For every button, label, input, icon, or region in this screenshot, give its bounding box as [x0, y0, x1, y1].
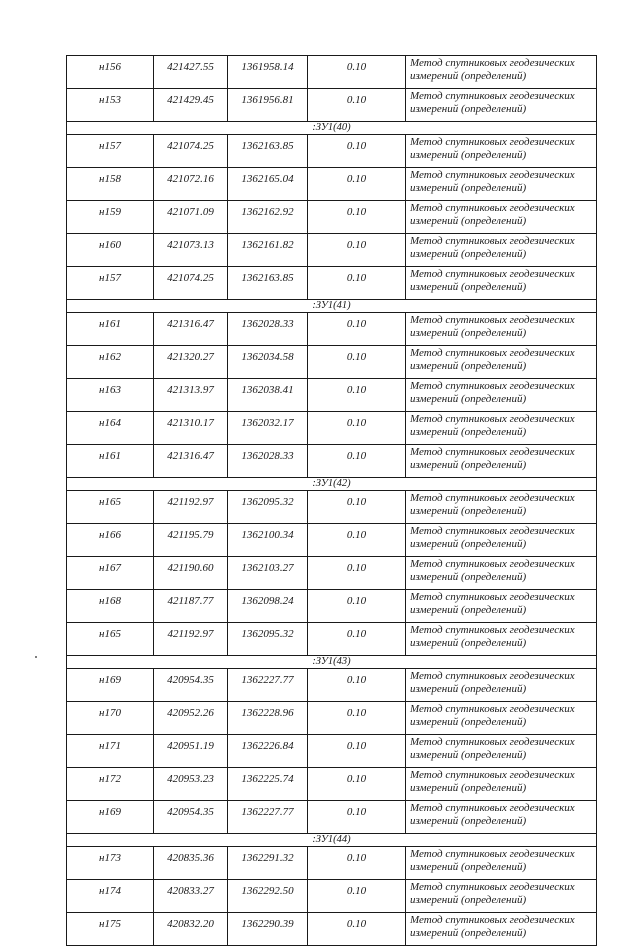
- method-line-1: Метод спутниковых геодезических: [410, 558, 575, 570]
- section-header-row: [67, 478, 597, 491]
- table-row: [67, 234, 597, 267]
- table-row: [67, 590, 597, 623]
- x-coordinate-cell: 421316.47: [154, 445, 228, 478]
- method-cell: [406, 913, 597, 946]
- y-coordinate-cell: 1362225.74: [228, 768, 308, 801]
- x-coordinate-cell: 421190.60: [154, 557, 228, 590]
- method-line-1: Метод спутниковых геодезических: [410, 670, 575, 682]
- precision-cell: 0.10: [308, 801, 406, 834]
- precision-cell: 0.10: [308, 702, 406, 735]
- method-line-2: измерений (определений): [410, 505, 527, 517]
- section-label: :ЗУ1(44): [67, 834, 597, 847]
- method-cell: [406, 590, 597, 623]
- section-label: :ЗУ1(42): [67, 478, 597, 491]
- y-coordinate-cell: 1362163.85: [228, 135, 308, 168]
- point-id-cell: н161: [67, 313, 154, 346]
- method-cell: [406, 168, 597, 201]
- x-coordinate-cell: 420835.36: [154, 847, 228, 880]
- method-line-1: Метод спутниковых геодезических: [410, 914, 575, 926]
- method-cell: [406, 313, 597, 346]
- table-row: [67, 913, 597, 946]
- table-row: [67, 201, 597, 234]
- precision-cell: 0.10: [308, 313, 406, 346]
- method-line-2: измерений (определений): [410, 894, 527, 906]
- method-line-2: измерений (определений): [410, 861, 527, 873]
- method-line-1: Метод спутниковых геодезических: [410, 703, 575, 715]
- method-line-2: измерений (определений): [410, 393, 527, 405]
- table-row: [67, 379, 597, 412]
- point-id-cell: н172: [67, 768, 154, 801]
- x-coordinate-cell: 421072.16: [154, 168, 228, 201]
- method-line-1: Метод спутниковых геодезических: [410, 169, 575, 181]
- x-coordinate-cell: 421310.17: [154, 412, 228, 445]
- y-coordinate-cell: 1362032.17: [228, 412, 308, 445]
- table-row: [67, 557, 597, 590]
- method-line-2: измерений (определений): [410, 248, 527, 260]
- method-line-1: Метод спутниковых геодезических: [410, 202, 575, 214]
- y-coordinate-cell: 1362290.39: [228, 913, 308, 946]
- point-id-cell: н159: [67, 201, 154, 234]
- x-coordinate-cell: 421320.27: [154, 346, 228, 379]
- table-row: [67, 623, 597, 656]
- x-coordinate-cell: 421071.09: [154, 201, 228, 234]
- table-row: [67, 491, 597, 524]
- x-coordinate-cell: 420832.20: [154, 913, 228, 946]
- y-coordinate-cell: 1362291.32: [228, 847, 308, 880]
- method-line-2: измерений (определений): [410, 927, 527, 939]
- method-line-2: измерений (определений): [410, 360, 527, 372]
- method-line-2: измерений (определений): [410, 749, 527, 761]
- method-line-1: Метод спутниковых геодезических: [410, 268, 575, 280]
- method-line-1: Метод спутниковых геодезических: [410, 848, 575, 860]
- method-line-2: измерений (определений): [410, 327, 527, 339]
- point-id-cell: н161: [67, 445, 154, 478]
- precision-cell: 0.10: [308, 491, 406, 524]
- method-cell: [406, 623, 597, 656]
- method-line-1: Метод спутниковых геодезических: [410, 136, 575, 148]
- method-cell: [406, 768, 597, 801]
- point-id-cell: н165: [67, 623, 154, 656]
- coordinates-table: [66, 55, 597, 946]
- precision-cell: 0.10: [308, 880, 406, 913]
- x-coordinate-cell: 421427.55: [154, 56, 228, 89]
- x-coordinate-cell: 421195.79: [154, 524, 228, 557]
- x-coordinate-cell: 421313.97: [154, 379, 228, 412]
- precision-cell: 0.10: [308, 267, 406, 300]
- y-coordinate-cell: 1361958.14: [228, 56, 308, 89]
- table-row: [67, 313, 597, 346]
- method-cell: [406, 267, 597, 300]
- stray-mark: [35, 656, 37, 658]
- precision-cell: 0.10: [308, 847, 406, 880]
- method-cell: [406, 445, 597, 478]
- x-coordinate-cell: 421192.97: [154, 623, 228, 656]
- section-label: :ЗУ1(40): [67, 122, 597, 135]
- point-id-cell: н175: [67, 913, 154, 946]
- precision-cell: 0.10: [308, 201, 406, 234]
- y-coordinate-cell: 1362028.33: [228, 313, 308, 346]
- section-header-row: [67, 834, 597, 847]
- y-coordinate-cell: 1362034.58: [228, 346, 308, 379]
- table-row: [67, 267, 597, 300]
- y-coordinate-cell: 1362028.33: [228, 445, 308, 478]
- method-line-1: Метод спутниковых геодезических: [410, 802, 575, 814]
- point-id-cell: н165: [67, 491, 154, 524]
- section-header-row: [67, 656, 597, 669]
- table-row: [67, 880, 597, 913]
- method-cell: [406, 801, 597, 834]
- point-id-cell: н173: [67, 847, 154, 880]
- method-line-2: измерений (определений): [410, 782, 527, 794]
- method-line-2: измерений (определений): [410, 149, 527, 161]
- y-coordinate-cell: 1362095.32: [228, 623, 308, 656]
- table-row: [67, 168, 597, 201]
- method-cell: [406, 412, 597, 445]
- method-line-1: Метод спутниковых геодезических: [410, 235, 575, 247]
- x-coordinate-cell: 420953.23: [154, 768, 228, 801]
- x-coordinate-cell: 420833.27: [154, 880, 228, 913]
- precision-cell: 0.10: [308, 557, 406, 590]
- method-line-2: измерений (определений): [410, 716, 527, 728]
- method-cell: [406, 702, 597, 735]
- precision-cell: 0.10: [308, 623, 406, 656]
- section-label: :ЗУ1(41): [67, 300, 597, 313]
- method-line-1: Метод спутниковых геодезических: [410, 57, 575, 69]
- method-line-2: измерений (определений): [410, 103, 527, 115]
- y-coordinate-cell: 1362226.84: [228, 735, 308, 768]
- y-coordinate-cell: 1362038.41: [228, 379, 308, 412]
- y-coordinate-cell: 1362161.82: [228, 234, 308, 267]
- method-cell: [406, 135, 597, 168]
- precision-cell: 0.10: [308, 56, 406, 89]
- precision-cell: 0.10: [308, 669, 406, 702]
- y-coordinate-cell: 1362292.50: [228, 880, 308, 913]
- method-cell: [406, 735, 597, 768]
- method-cell: [406, 346, 597, 379]
- y-coordinate-cell: 1362163.85: [228, 267, 308, 300]
- precision-cell: 0.10: [308, 590, 406, 623]
- y-coordinate-cell: 1362100.34: [228, 524, 308, 557]
- method-line-2: измерений (определений): [410, 215, 527, 227]
- precision-cell: 0.10: [308, 524, 406, 557]
- precision-cell: 0.10: [308, 346, 406, 379]
- method-line-1: Метод спутниковых геодезических: [410, 314, 575, 326]
- y-coordinate-cell: 1362227.77: [228, 801, 308, 834]
- x-coordinate-cell: 420954.35: [154, 669, 228, 702]
- method-line-1: Метод спутниковых геодезических: [410, 413, 575, 425]
- precision-cell: 0.10: [308, 234, 406, 267]
- method-cell: [406, 379, 597, 412]
- point-id-cell: н156: [67, 56, 154, 89]
- y-coordinate-cell: 1361956.81: [228, 89, 308, 122]
- point-id-cell: н170: [67, 702, 154, 735]
- x-coordinate-cell: 420951.19: [154, 735, 228, 768]
- method-line-1: Метод спутниковых геодезических: [410, 525, 575, 537]
- x-coordinate-cell: 420954.35: [154, 801, 228, 834]
- point-id-cell: н157: [67, 267, 154, 300]
- x-coordinate-cell: 421429.45: [154, 89, 228, 122]
- y-coordinate-cell: 1362098.24: [228, 590, 308, 623]
- table-row: [67, 669, 597, 702]
- method-line-1: Метод спутниковых геодезических: [410, 736, 575, 748]
- point-id-cell: н163: [67, 379, 154, 412]
- method-line-2: измерений (определений): [410, 459, 527, 471]
- precision-cell: 0.10: [308, 735, 406, 768]
- point-id-cell: н166: [67, 524, 154, 557]
- point-id-cell: н171: [67, 735, 154, 768]
- x-coordinate-cell: 420952.26: [154, 702, 228, 735]
- point-id-cell: н174: [67, 880, 154, 913]
- method-line-2: измерений (определений): [410, 683, 527, 695]
- method-line-1: Метод спутниковых геодезических: [410, 881, 575, 893]
- table-row: [67, 801, 597, 834]
- precision-cell: 0.10: [308, 913, 406, 946]
- method-cell: [406, 669, 597, 702]
- x-coordinate-cell: 421074.25: [154, 267, 228, 300]
- method-line-1: Метод спутниковых геодезических: [410, 380, 575, 392]
- method-cell: [406, 880, 597, 913]
- point-id-cell: н169: [67, 669, 154, 702]
- method-line-2: измерений (определений): [410, 637, 527, 649]
- method-cell: [406, 89, 597, 122]
- table-row: [67, 56, 597, 89]
- table-row: [67, 524, 597, 557]
- method-cell: [406, 56, 597, 89]
- precision-cell: 0.10: [308, 135, 406, 168]
- table-row: [67, 135, 597, 168]
- section-label: :ЗУ1(43): [67, 656, 597, 669]
- method-line-2: измерений (определений): [410, 815, 527, 827]
- method-line-2: измерений (определений): [410, 426, 527, 438]
- table-row: [67, 702, 597, 735]
- point-id-cell: н167: [67, 557, 154, 590]
- point-id-cell: н160: [67, 234, 154, 267]
- method-cell: [406, 847, 597, 880]
- point-id-cell: н168: [67, 590, 154, 623]
- x-coordinate-cell: 421316.47: [154, 313, 228, 346]
- method-line-1: Метод спутниковых геодезических: [410, 492, 575, 504]
- y-coordinate-cell: 1362103.27: [228, 557, 308, 590]
- table-row: [67, 847, 597, 880]
- y-coordinate-cell: 1362162.92: [228, 201, 308, 234]
- method-line-1: Метод спутниковых геодезических: [410, 769, 575, 781]
- point-id-cell: н164: [67, 412, 154, 445]
- method-cell: [406, 201, 597, 234]
- method-line-2: измерений (определений): [410, 604, 527, 616]
- method-line-2: измерений (определений): [410, 182, 527, 194]
- coordinates-table-body: [67, 56, 597, 946]
- x-coordinate-cell: 421074.25: [154, 135, 228, 168]
- table-row: [67, 89, 597, 122]
- method-line-2: измерений (определений): [410, 571, 527, 583]
- x-coordinate-cell: 421073.13: [154, 234, 228, 267]
- point-id-cell: н162: [67, 346, 154, 379]
- method-line-2: измерений (определений): [410, 538, 527, 550]
- section-header-row: [67, 300, 597, 313]
- y-coordinate-cell: 1362095.32: [228, 491, 308, 524]
- point-id-cell: н158: [67, 168, 154, 201]
- table-row: [67, 346, 597, 379]
- section-header-row: [67, 122, 597, 135]
- point-id-cell: н157: [67, 135, 154, 168]
- method-cell: [406, 234, 597, 267]
- precision-cell: 0.10: [308, 768, 406, 801]
- precision-cell: 0.10: [308, 379, 406, 412]
- point-id-cell: н169: [67, 801, 154, 834]
- precision-cell: 0.10: [308, 412, 406, 445]
- method-line-1: Метод спутниковых геодезических: [410, 446, 575, 458]
- point-id-cell: н153: [67, 89, 154, 122]
- precision-cell: 0.10: [308, 89, 406, 122]
- method-line-1: Метод спутниковых геодезических: [410, 90, 575, 102]
- table-row: [67, 445, 597, 478]
- method-line-2: измерений (определений): [410, 281, 527, 293]
- method-line-2: измерений (определений): [410, 70, 527, 82]
- table-row: [67, 412, 597, 445]
- table-row: [67, 768, 597, 801]
- y-coordinate-cell: 1362165.04: [228, 168, 308, 201]
- x-coordinate-cell: 421192.97: [154, 491, 228, 524]
- precision-cell: 0.10: [308, 168, 406, 201]
- method-cell: [406, 491, 597, 524]
- y-coordinate-cell: 1362227.77: [228, 669, 308, 702]
- table-row: [67, 735, 597, 768]
- x-coordinate-cell: 421187.77: [154, 590, 228, 623]
- method-line-1: Метод спутниковых геодезических: [410, 624, 575, 636]
- precision-cell: 0.10: [308, 445, 406, 478]
- method-line-1: Метод спутниковых геодезических: [410, 591, 575, 603]
- method-cell: [406, 524, 597, 557]
- y-coordinate-cell: 1362228.96: [228, 702, 308, 735]
- method-cell: [406, 557, 597, 590]
- method-line-1: Метод спутниковых геодезических: [410, 347, 575, 359]
